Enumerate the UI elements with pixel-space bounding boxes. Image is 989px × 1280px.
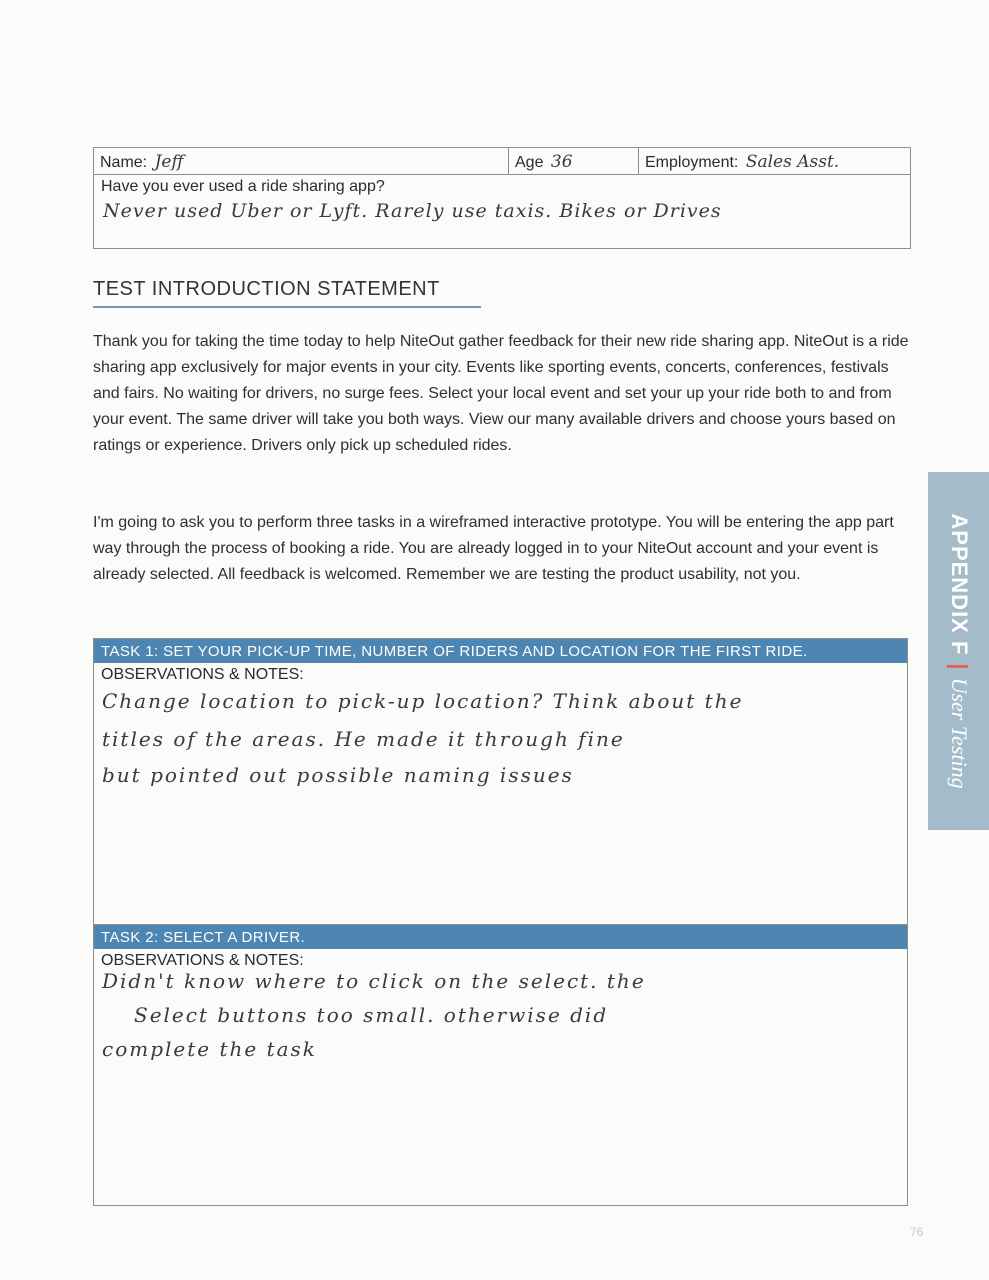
participant-info-row bbox=[94, 148, 910, 175]
task-2-note-line-1: Didn't know where to click on the select. the bbox=[102, 969, 646, 993]
age-label: Age bbox=[515, 154, 544, 171]
appendix-label: APPENDIX F bbox=[946, 513, 972, 656]
task-2-notes-label: OBSERVATIONS & NOTES: bbox=[101, 952, 304, 969]
intro-title-underline bbox=[93, 306, 481, 308]
employment-label: Employment: bbox=[645, 154, 739, 171]
name-label: Name: bbox=[100, 154, 148, 171]
task-1-note-line-3: but pointed out possible naming issues bbox=[102, 763, 574, 787]
name-cell bbox=[94, 148, 509, 174]
ride-sharing-answer: Never used Uber or Lyft. Rarely use taxis. Bikes or Drives bbox=[103, 200, 722, 222]
appendix-side-label bbox=[946, 513, 972, 788]
task-1-notes-label: OBSERVATIONS & NOTES: bbox=[101, 666, 304, 683]
appendix-side-tab bbox=[928, 472, 989, 830]
intro-paragraph-2: I'm going to ask you to perform three tasks in a wireframed interactive prototype. You will be entering the app part way through the process of booking a ride. You are already logged in to your NiteOut account and your event is already selected. All feedback is welcomed. Remember we are testing the product usability, not you. bbox=[93, 514, 894, 583]
name-value: Jeff bbox=[154, 152, 184, 172]
appendix-separator: | bbox=[946, 663, 972, 670]
age-value: 36 bbox=[550, 152, 573, 172]
ride-sharing-question: Have you ever used a ride sharing app? bbox=[101, 178, 385, 195]
appendix-section-label: User Testing bbox=[946, 677, 972, 789]
task-1-box bbox=[93, 638, 908, 925]
employment-value: Sales Asst. bbox=[745, 152, 840, 172]
task-1-note-line-2: titles of the areas. He made it through fine bbox=[102, 727, 625, 751]
task-2-box bbox=[93, 924, 908, 1206]
intro-paragraph-1: Thank you for taking the time today to help NiteOut gather feedback for their new ride sharing app. NiteOut is a ride sharing app exclusively for major events in your city. Events like sporting events, concerts, conferences, festivals and fairs. No waiting for drivers, no surge fees. Select your local event and set your up your ride both to and from your event. The same driver will take you both ways. View our many available drivers and choose yours based on ratings or experience. Drivers only pick up scheduled rides. bbox=[93, 333, 909, 454]
age-cell bbox=[509, 148, 639, 174]
task-2-header: TASK 2: SELECT A DRIVER. bbox=[94, 925, 907, 949]
intro-title: TEST INTRODUCTION STATEMENT bbox=[93, 278, 440, 300]
task-1-header: TASK 1: SET YOUR PICK-UP TIME, NUMBER OF RIDERS AND LOCATION FOR THE FIRST RIDE. bbox=[94, 639, 907, 663]
page-number: 76 bbox=[910, 1225, 924, 1239]
task-2-note-line-3: complete the task bbox=[102, 1037, 317, 1061]
employment-cell bbox=[639, 148, 910, 174]
task-1-note-line-1: Change location to pick-up location? Think about the bbox=[102, 689, 744, 713]
task-2-note-line-2: Select buttons too small. otherwise did bbox=[134, 1003, 609, 1027]
participant-info-table bbox=[93, 147, 911, 249]
